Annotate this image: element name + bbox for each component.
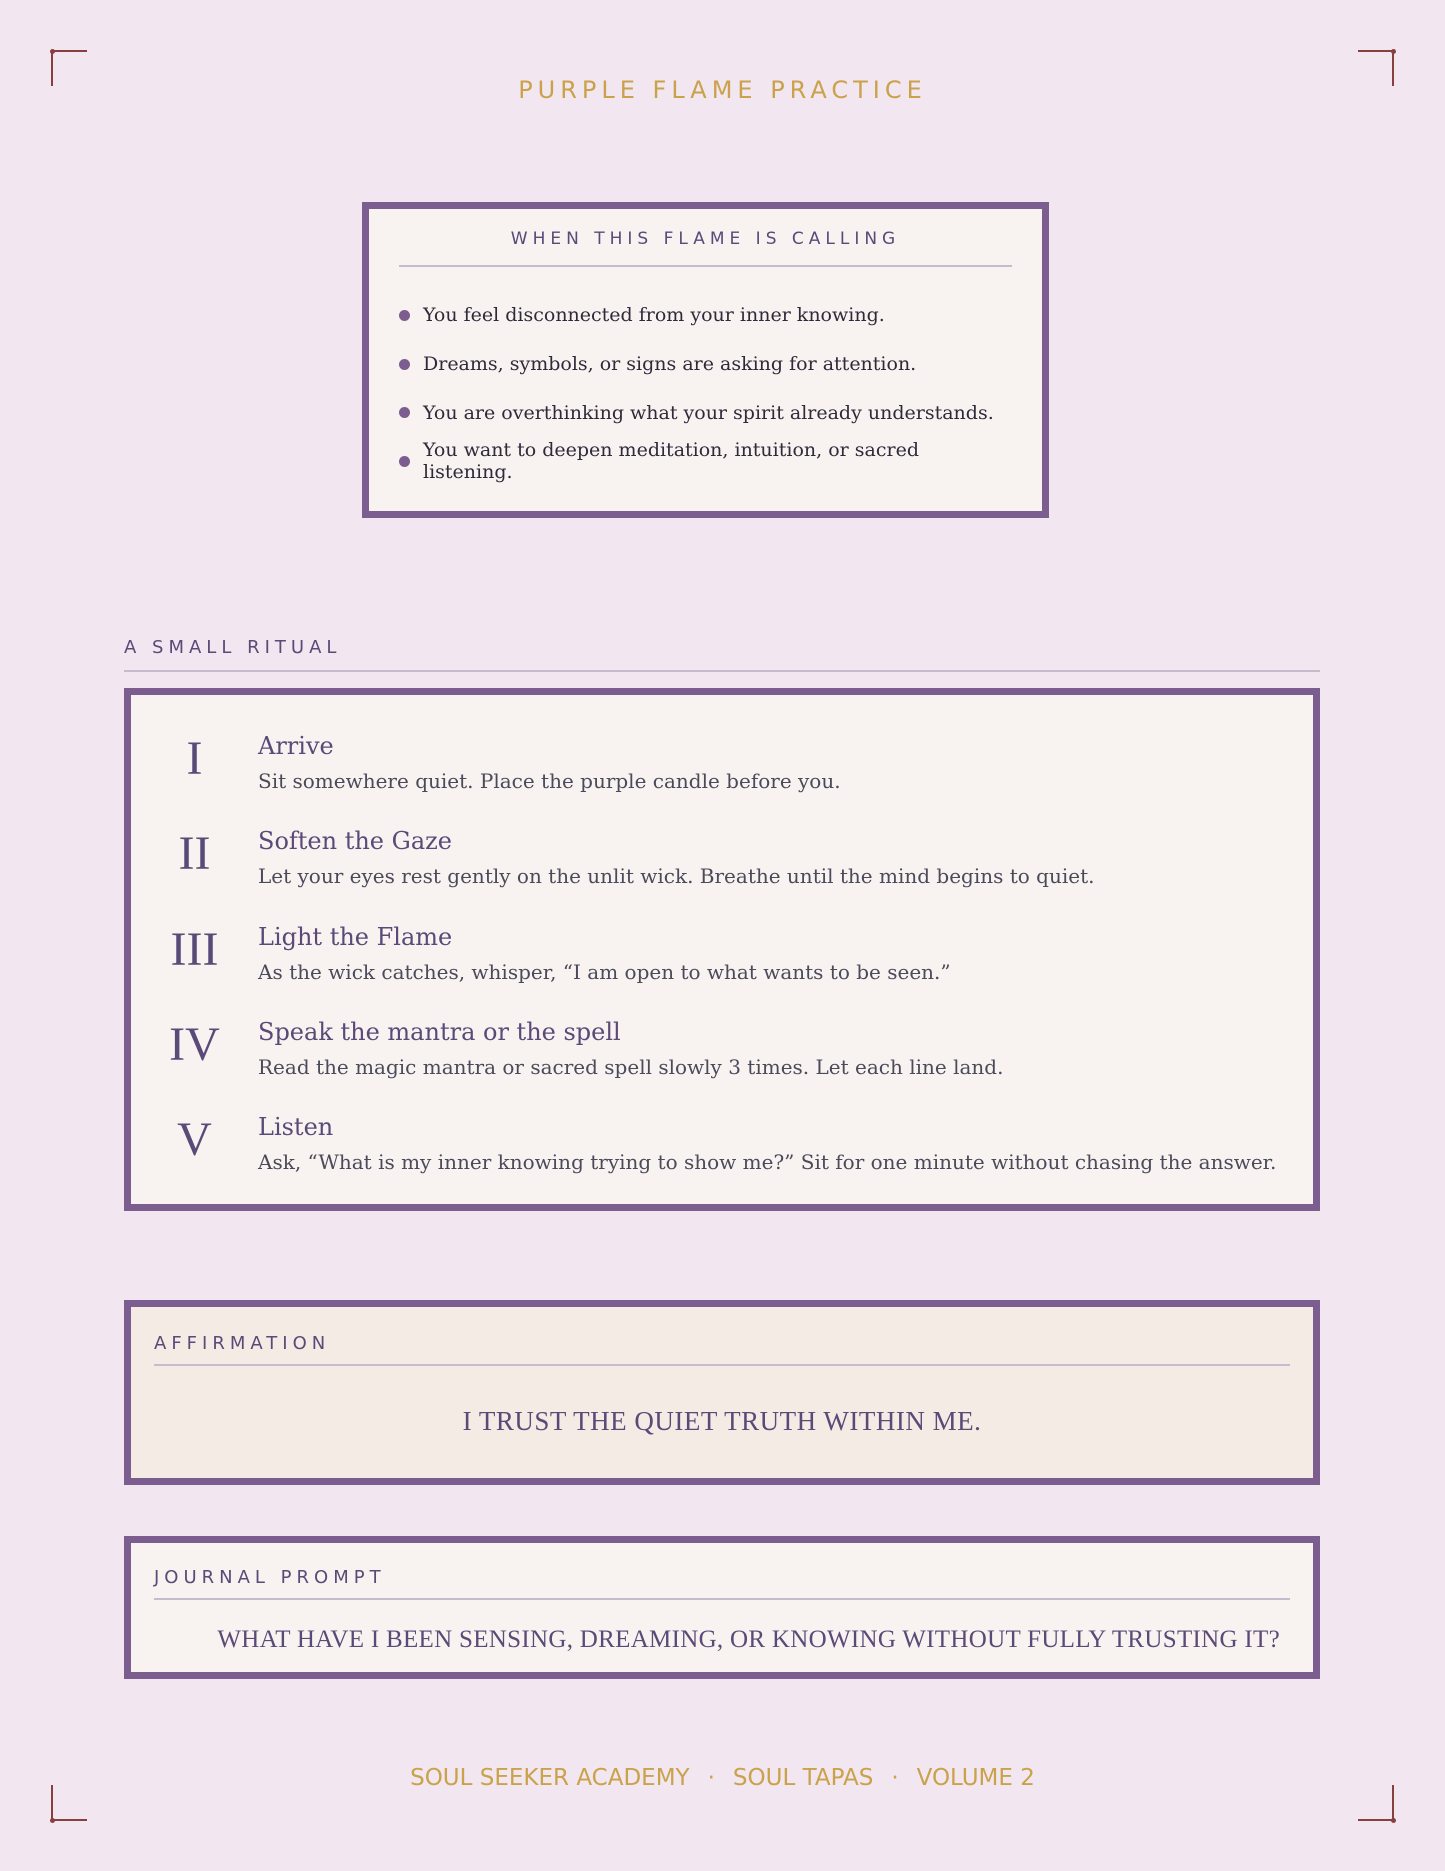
page-title: PURPLE FLAME PRACTICE (518, 76, 927, 104)
list-item (399, 437, 1012, 486)
step-numeral: V (177, 1113, 212, 1167)
ritual-step (131, 1017, 1313, 1112)
bullet-icon (399, 407, 410, 418)
step-numeral: III (170, 922, 219, 976)
step-numeral: I (186, 732, 203, 785)
ritual-step (131, 731, 1313, 826)
step-description: As the wick catches, whisper, “I am open to what wants to be seen.” (258, 959, 951, 984)
step-title: Speak the mantra or the spell (258, 1017, 621, 1046)
footer (0, 1765, 1445, 1791)
footer-separator: · (707, 1765, 715, 1791)
step-description: Sit somewhere quiet. Place the purple candle before you. (258, 769, 841, 793)
step-title: Light the Flame (258, 922, 453, 951)
bullet-icon (399, 456, 410, 467)
footer-series: SOUL TAPAS (732, 1765, 874, 1791)
ritual-step (131, 826, 1313, 921)
list-item-text: You feel disconnected from your inner knowing. (423, 304, 885, 327)
step-description: Ask, “What is my inner knowing trying to show me?” Sit for one minute without chasing the answer. (258, 1150, 1277, 1175)
list-item-text: Dreams, symbols, or signs are asking for attention. (423, 353, 917, 376)
bullet-icon (399, 359, 410, 370)
step-title: Listen (258, 1113, 334, 1142)
ritual-step (131, 922, 1313, 1017)
calling-title: WHEN THIS FLAME IS CALLING (399, 229, 1012, 267)
affirmation-label: AFFIRMATION (154, 1333, 1290, 1366)
step-numeral: II (178, 827, 211, 881)
list-item (399, 291, 1012, 340)
ritual-step (131, 1112, 1313, 1207)
footer-volume: VOLUME 2 (916, 1765, 1035, 1791)
footer-separator: · (891, 1765, 899, 1791)
step-title: Arrive (258, 732, 334, 760)
calling-list (399, 291, 1012, 486)
list-item-text: You are overthinking what your spirit already understands. (423, 401, 994, 424)
footer-academy: SOUL SEEKER ACADEMY (410, 1765, 690, 1791)
step-numeral: IV (169, 1017, 220, 1071)
ritual-section-label: A SMALL RITUAL (124, 637, 1320, 672)
calling-box (362, 202, 1049, 518)
bullet-icon (399, 310, 410, 321)
journal-prompt-text: WHAT HAVE I BEEN SENSING, DREAMING, OR KNOWING WITHOUT FULLY TRUSTING IT? (217, 1626, 1280, 1653)
affirmation-box (124, 1300, 1320, 1485)
list-item (399, 340, 1012, 389)
journal-label: JOURNAL PROMPT (154, 1567, 1290, 1600)
journal-box (124, 1536, 1320, 1679)
list-item (399, 388, 1012, 437)
ritual-box (124, 688, 1320, 1211)
step-description: Let your eyes rest gently on the unlit wick. Breathe until the mind begins to quiet. (258, 864, 1095, 889)
step-title: Soften the Gaze (258, 827, 452, 856)
list-item-text: You want to deepen meditation, intuition, or sacred listening. (423, 439, 919, 484)
affirmation-text: I TRUST THE QUIET TRUTH WITHIN ME. (462, 1406, 982, 1436)
step-description: Read the magic mantra or sacred spell slowly 3 times. Let each line land. (258, 1054, 1004, 1079)
